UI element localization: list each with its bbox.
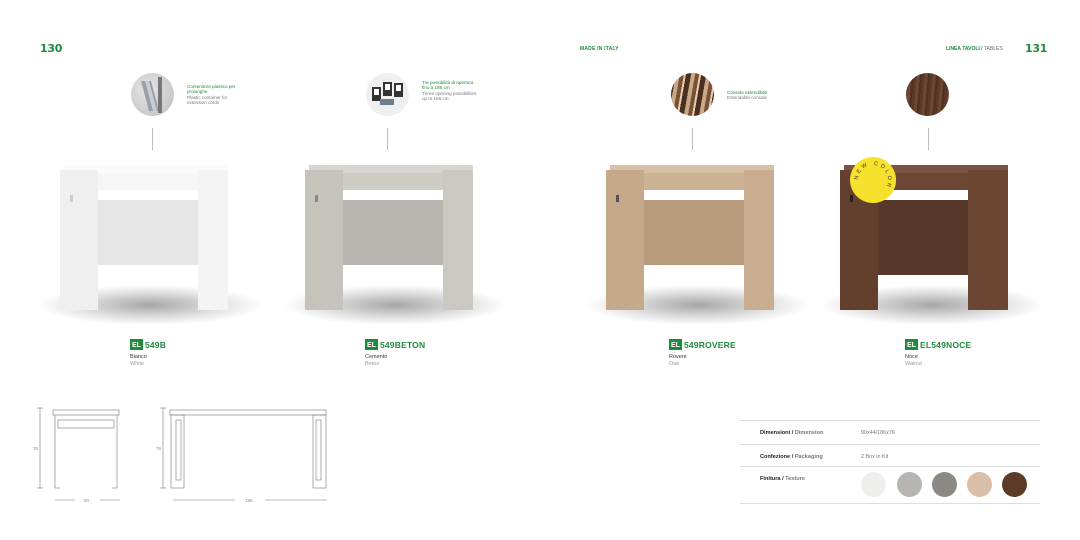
connector-line	[692, 128, 693, 150]
spec-label-it: Finitura /	[760, 476, 784, 482]
detail-caption-2	[422, 80, 480, 102]
finish-name-en: White	[130, 361, 145, 367]
finish-swatch-oak	[967, 472, 992, 497]
el-logo: EL	[905, 339, 918, 350]
detail-caption-it: Console estendibile	[727, 90, 768, 95]
height-label: 76	[156, 446, 162, 451]
section-tag-it: LINEA TAVOLI /	[946, 46, 983, 52]
spec-row-packaging	[740, 444, 1040, 467]
detail-caption-en: Extendable console	[727, 95, 768, 101]
section-tag-en: TABLES	[982, 46, 1003, 52]
product-code: 549BETON	[379, 339, 426, 350]
spec-value: 90x44/186x76	[861, 430, 895, 436]
finish-swatch-white	[861, 472, 886, 497]
product-code: 549ROVERE	[683, 339, 736, 350]
connector-line	[387, 128, 388, 150]
connector-line	[152, 128, 153, 150]
spec-label	[760, 430, 823, 436]
finish-name-en: Beton	[365, 361, 380, 367]
section-tag	[946, 46, 1003, 52]
spec-row-finish	[740, 466, 1040, 504]
detail-caption-1	[187, 84, 247, 106]
detail-caption-3	[727, 90, 787, 101]
detail-caption-it: Contenitore plastico per prolunghe	[187, 84, 236, 95]
plastic-container-closeup-icon	[131, 73, 174, 116]
connector-line	[928, 128, 929, 150]
finish-swatch-beton	[897, 472, 922, 497]
spec-label-it: Dimensioni /	[760, 430, 794, 436]
console-table-beton-image	[305, 165, 477, 315]
finish-name-it: Cemento	[365, 354, 388, 360]
height-label: 76	[33, 446, 39, 451]
finish-name-en: Oak	[669, 361, 680, 367]
extension-leaves-closeup-icon	[671, 73, 714, 116]
spec-label-en: Dimension	[793, 430, 824, 436]
spec-label-en: Packaging	[793, 454, 823, 460]
spec-row-dimension	[740, 420, 1040, 443]
el-logo: EL	[130, 339, 143, 350]
finish-swatch-grey	[932, 472, 957, 497]
product-label-1	[130, 339, 166, 368]
detail-caption-it: Tre possibilità di apertura fino a 186 cm	[422, 80, 474, 91]
svg-text:NEW COLOR	[854, 161, 892, 190]
product-code: EL549NOCE	[919, 339, 972, 350]
el-logo: EL	[669, 339, 682, 350]
detail-caption-en: Plastic container for extension cords	[187, 94, 228, 106]
detail-caption-en: Three opening possibilities up to 186 cm	[422, 90, 477, 102]
finish-name-it: Bianco	[130, 354, 147, 360]
spec-value: 2 Box in Kit	[861, 454, 889, 460]
finish-name-en: Walnut	[905, 361, 922, 367]
finish-name-it: Rovere	[669, 354, 687, 360]
finish-swatch-walnut	[1002, 472, 1027, 497]
opening-positions-diagram-icon	[366, 73, 409, 116]
width-open-label: 186	[245, 498, 253, 503]
console-table-oak-image	[606, 165, 778, 315]
spec-label	[760, 476, 805, 482]
spec-label-en: Texture	[783, 476, 805, 482]
page-number-left: 130	[40, 42, 63, 55]
technical-drawings	[30, 400, 340, 512]
made-in-italy-tag: MADE IN ITALY	[580, 46, 619, 52]
product-label-4	[905, 339, 971, 368]
page-number-right: 131	[1025, 42, 1048, 55]
walnut-wood-swatch-icon	[906, 73, 949, 116]
new-color-badge	[850, 157, 896, 203]
console-table-white-image	[60, 165, 232, 315]
product-label-2	[365, 339, 425, 368]
spec-label	[760, 454, 823, 460]
spec-label-it: Confezione /	[760, 454, 794, 460]
finish-name-it: Noce	[905, 354, 918, 360]
width-closed-label: 90	[84, 498, 90, 503]
product-label-3	[669, 339, 736, 368]
product-code: 549B	[144, 339, 167, 350]
badge-text: NEW COLOR	[853, 160, 893, 190]
el-logo: EL	[365, 339, 378, 350]
